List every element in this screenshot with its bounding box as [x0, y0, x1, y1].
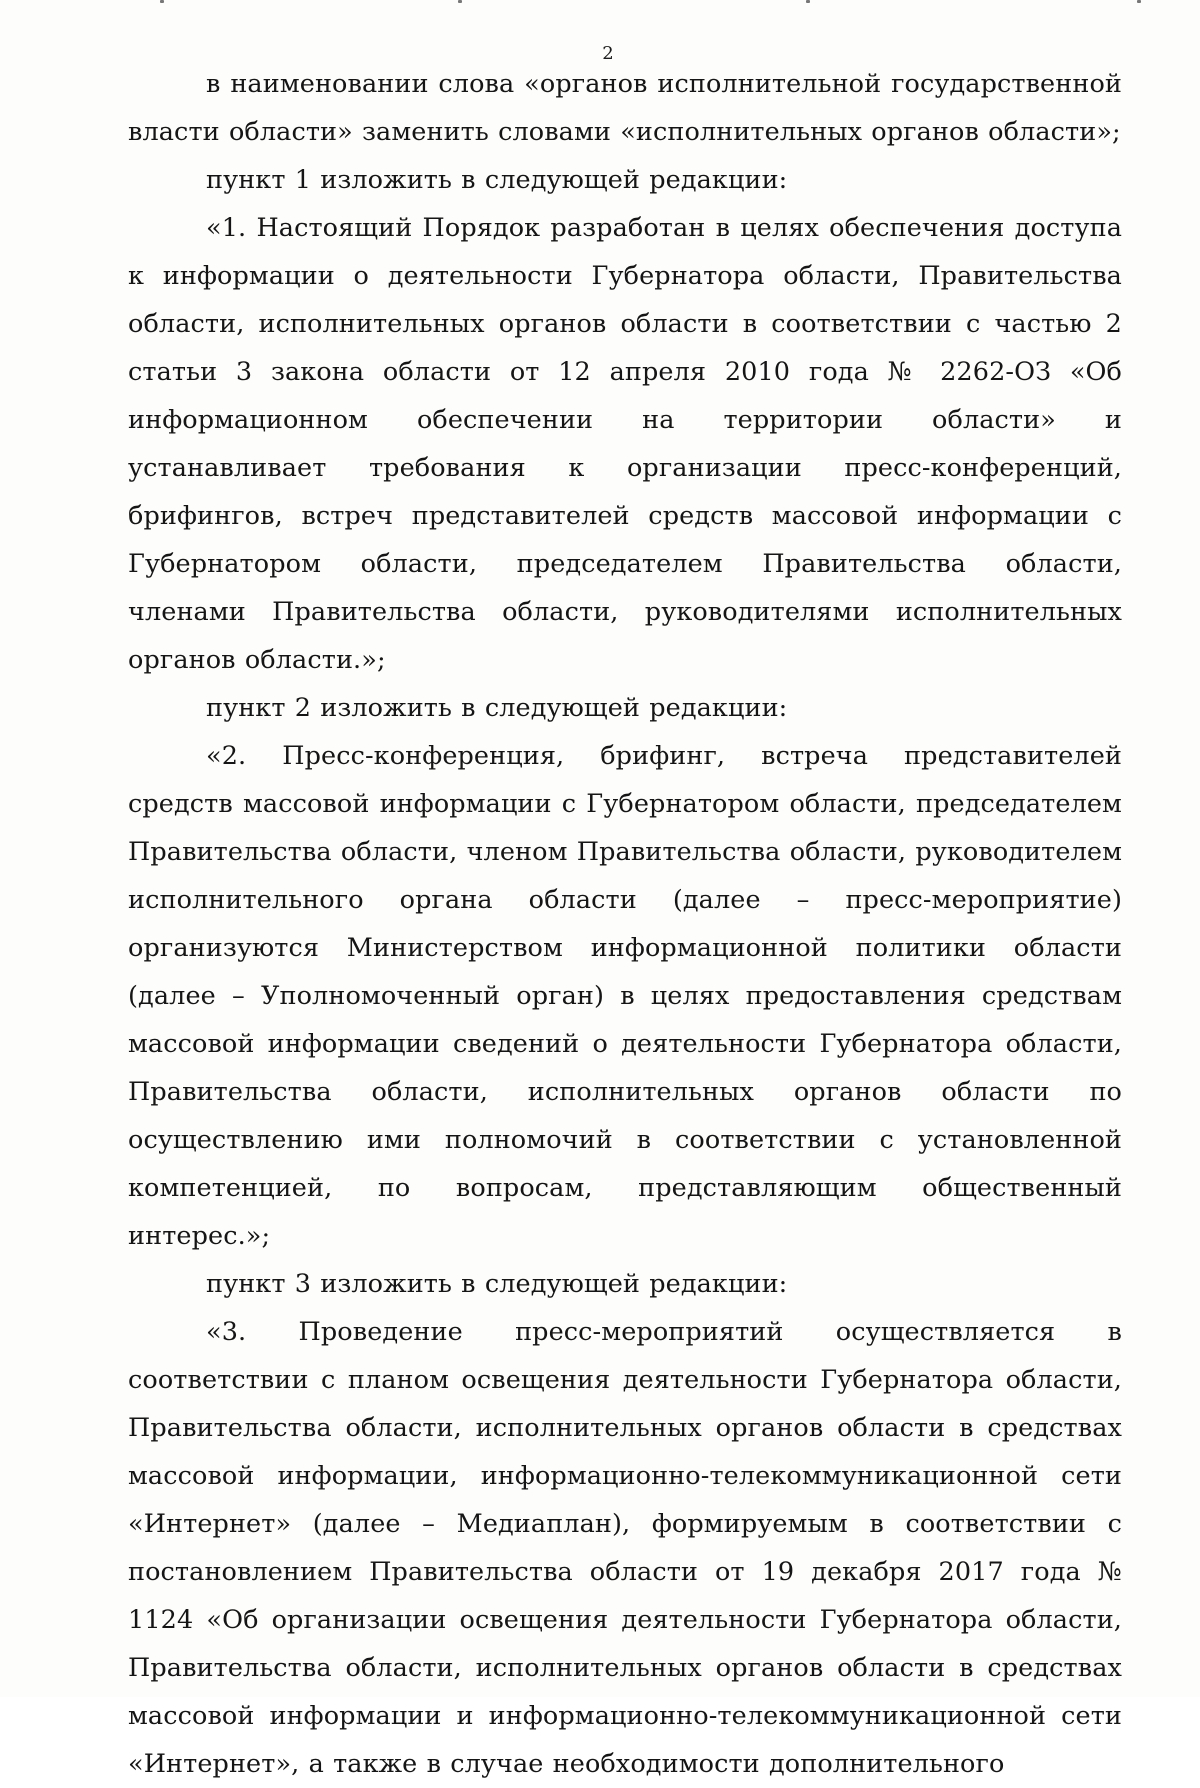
paragraph-point-3-instruction: пункт 3 изложить в следующей редакции:	[206, 1269, 788, 1299]
scan-edge-marks	[0, 0, 1200, 8]
scan-mark	[806, 0, 810, 3]
scan-mark	[1137, 0, 1141, 3]
page-number: 2	[602, 43, 614, 64]
paragraph-point-3-text: «3. Проведение пресс-мероприятий осуществляется в соответствии с планом освещения деятельности Губернатора области, Правительства области, исполнительных органов области в средствах массовой информации, информационно-телекоммуникационной сети «Интернет» (далее – Медиаплан), формируемым в соответствии с постановлением Правительства области от 19 декабря 2017 года № 1124 «Об организации освещения деятельности Губернатора области, Правительства области, исполнительных органов области в средствах массовой информации и информационно-телекоммуникационной сети «Интернет», а также в случае необходимости дополнительного	[128, 1317, 1122, 1779]
document-body	[128, 60, 1122, 1788]
paragraph-point-2-instruction: пункт 2 изложить в следующей редакции:	[206, 693, 788, 723]
scan-mark	[458, 0, 462, 3]
paragraph-name-amendment: в наименовании слова «органов исполнительной государственной власти области» заменить словами «исполнительных органов области»;	[128, 69, 1122, 147]
paragraph-point-1-instruction: пункт 1 изложить в следующей редакции:	[206, 165, 788, 195]
scan-mark	[160, 0, 164, 3]
paragraph-point-2-text: «2. Пресс-конференция, брифинг, встреча представителей средств массовой информации с Губернатором области, председателем Правительства области, членом Правительства области, руководителем исполнительного органа области (далее – пресс-мероприятие) организуются Министерством информационной политики области (далее – Уполномоченный орган) в целях предоставления средствам массовой информации сведений о деятельности Губернатора области, Правительства области, исполнительных органов области по осуществлению ими полномочий в соответствии с установленной компетенцией, по вопросам, представляющим общественный интерес.»;	[128, 741, 1122, 1251]
paragraph-point-1-text: «1. Настоящий Порядок разработан в целях обеспечения доступа к информации о деятельности Губернатора области, Правительства области, исполнительных органов области в соответствии с частью 2 статьи 3 закона области от 12 апреля 2010 года № 2262-ОЗ «Об информационном обеспечении на территории области» и устанавливает требования к организации пресс-конференций, брифингов, встреч представителей средств массовой информации с Губернатором области, председателем Правительства области, членами Правительства области, руководителями исполнительных органов области.»;	[128, 213, 1122, 675]
